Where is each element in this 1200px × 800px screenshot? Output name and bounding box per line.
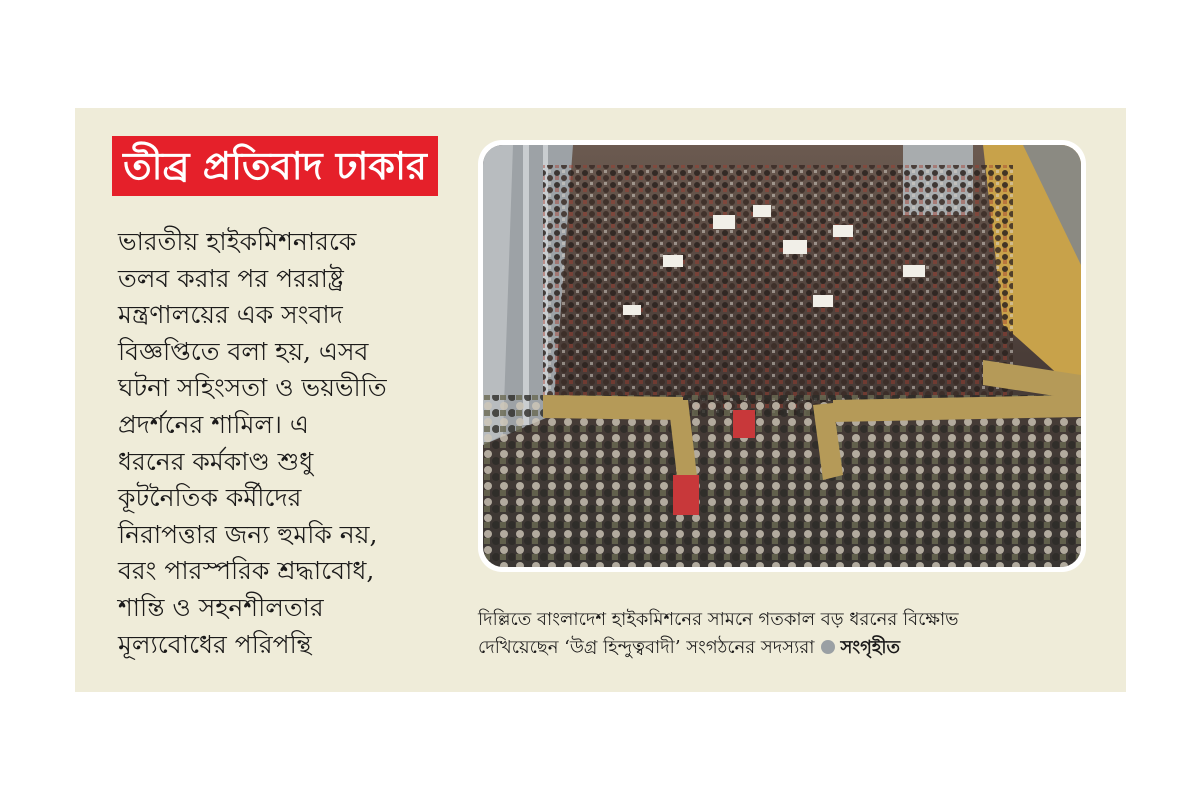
body-line: নিরাপত্তার জন্য হুমকি নয়, [118,519,378,549]
body-line: ঘটনা সহিংসতা ও ভয়ভীতি [118,373,387,403]
caption-line: দিল্লিতে বাংলাদেশ হাইকমিশনের সামনে গতকাল বড় ধরনের বিক্ষোভ [478,609,959,630]
article-body [118,224,463,663]
credit-dot-icon [821,640,835,654]
headline: তীব্র প্রতিবাদ ঢাকার [112,136,438,196]
body-line: বরং পারস্পরিক শ্রদ্ধাবোধ, [118,556,375,586]
body-line: প্রদর্শনের শামিল। এ [118,409,309,439]
photo-caption [478,606,1098,662]
caption-line [478,634,1098,662]
body-line: বিজ্ঞপ্তিতে বলা হয়, এসব [118,336,369,366]
body-line: ধরনের কর্মকাণ্ড শুধু [118,446,314,476]
body-line: ভারতীয় হাইকমিশনারকে [118,227,357,256]
crowd-photo-icon [483,145,1081,567]
body-line: তলব করার পর পররাষ্ট্র [118,263,344,293]
photo-credit: সংগৃহীত [840,637,901,658]
news-photo [478,140,1086,572]
body-line: মন্ত্রণালয়ের এক সংবাদ [118,300,343,330]
caption-text: দেখিয়েছেন ‘উগ্র হিন্দুত্ববাদী’ সংগঠনের সদস্যরা [478,637,815,658]
body-line: কূটনৈতিক কর্মীদের [118,483,302,513]
body-line: মূল্যবোধের পরিপন্থি [118,629,312,659]
body-line: শান্তি ও সহনশীলতার [118,592,324,622]
